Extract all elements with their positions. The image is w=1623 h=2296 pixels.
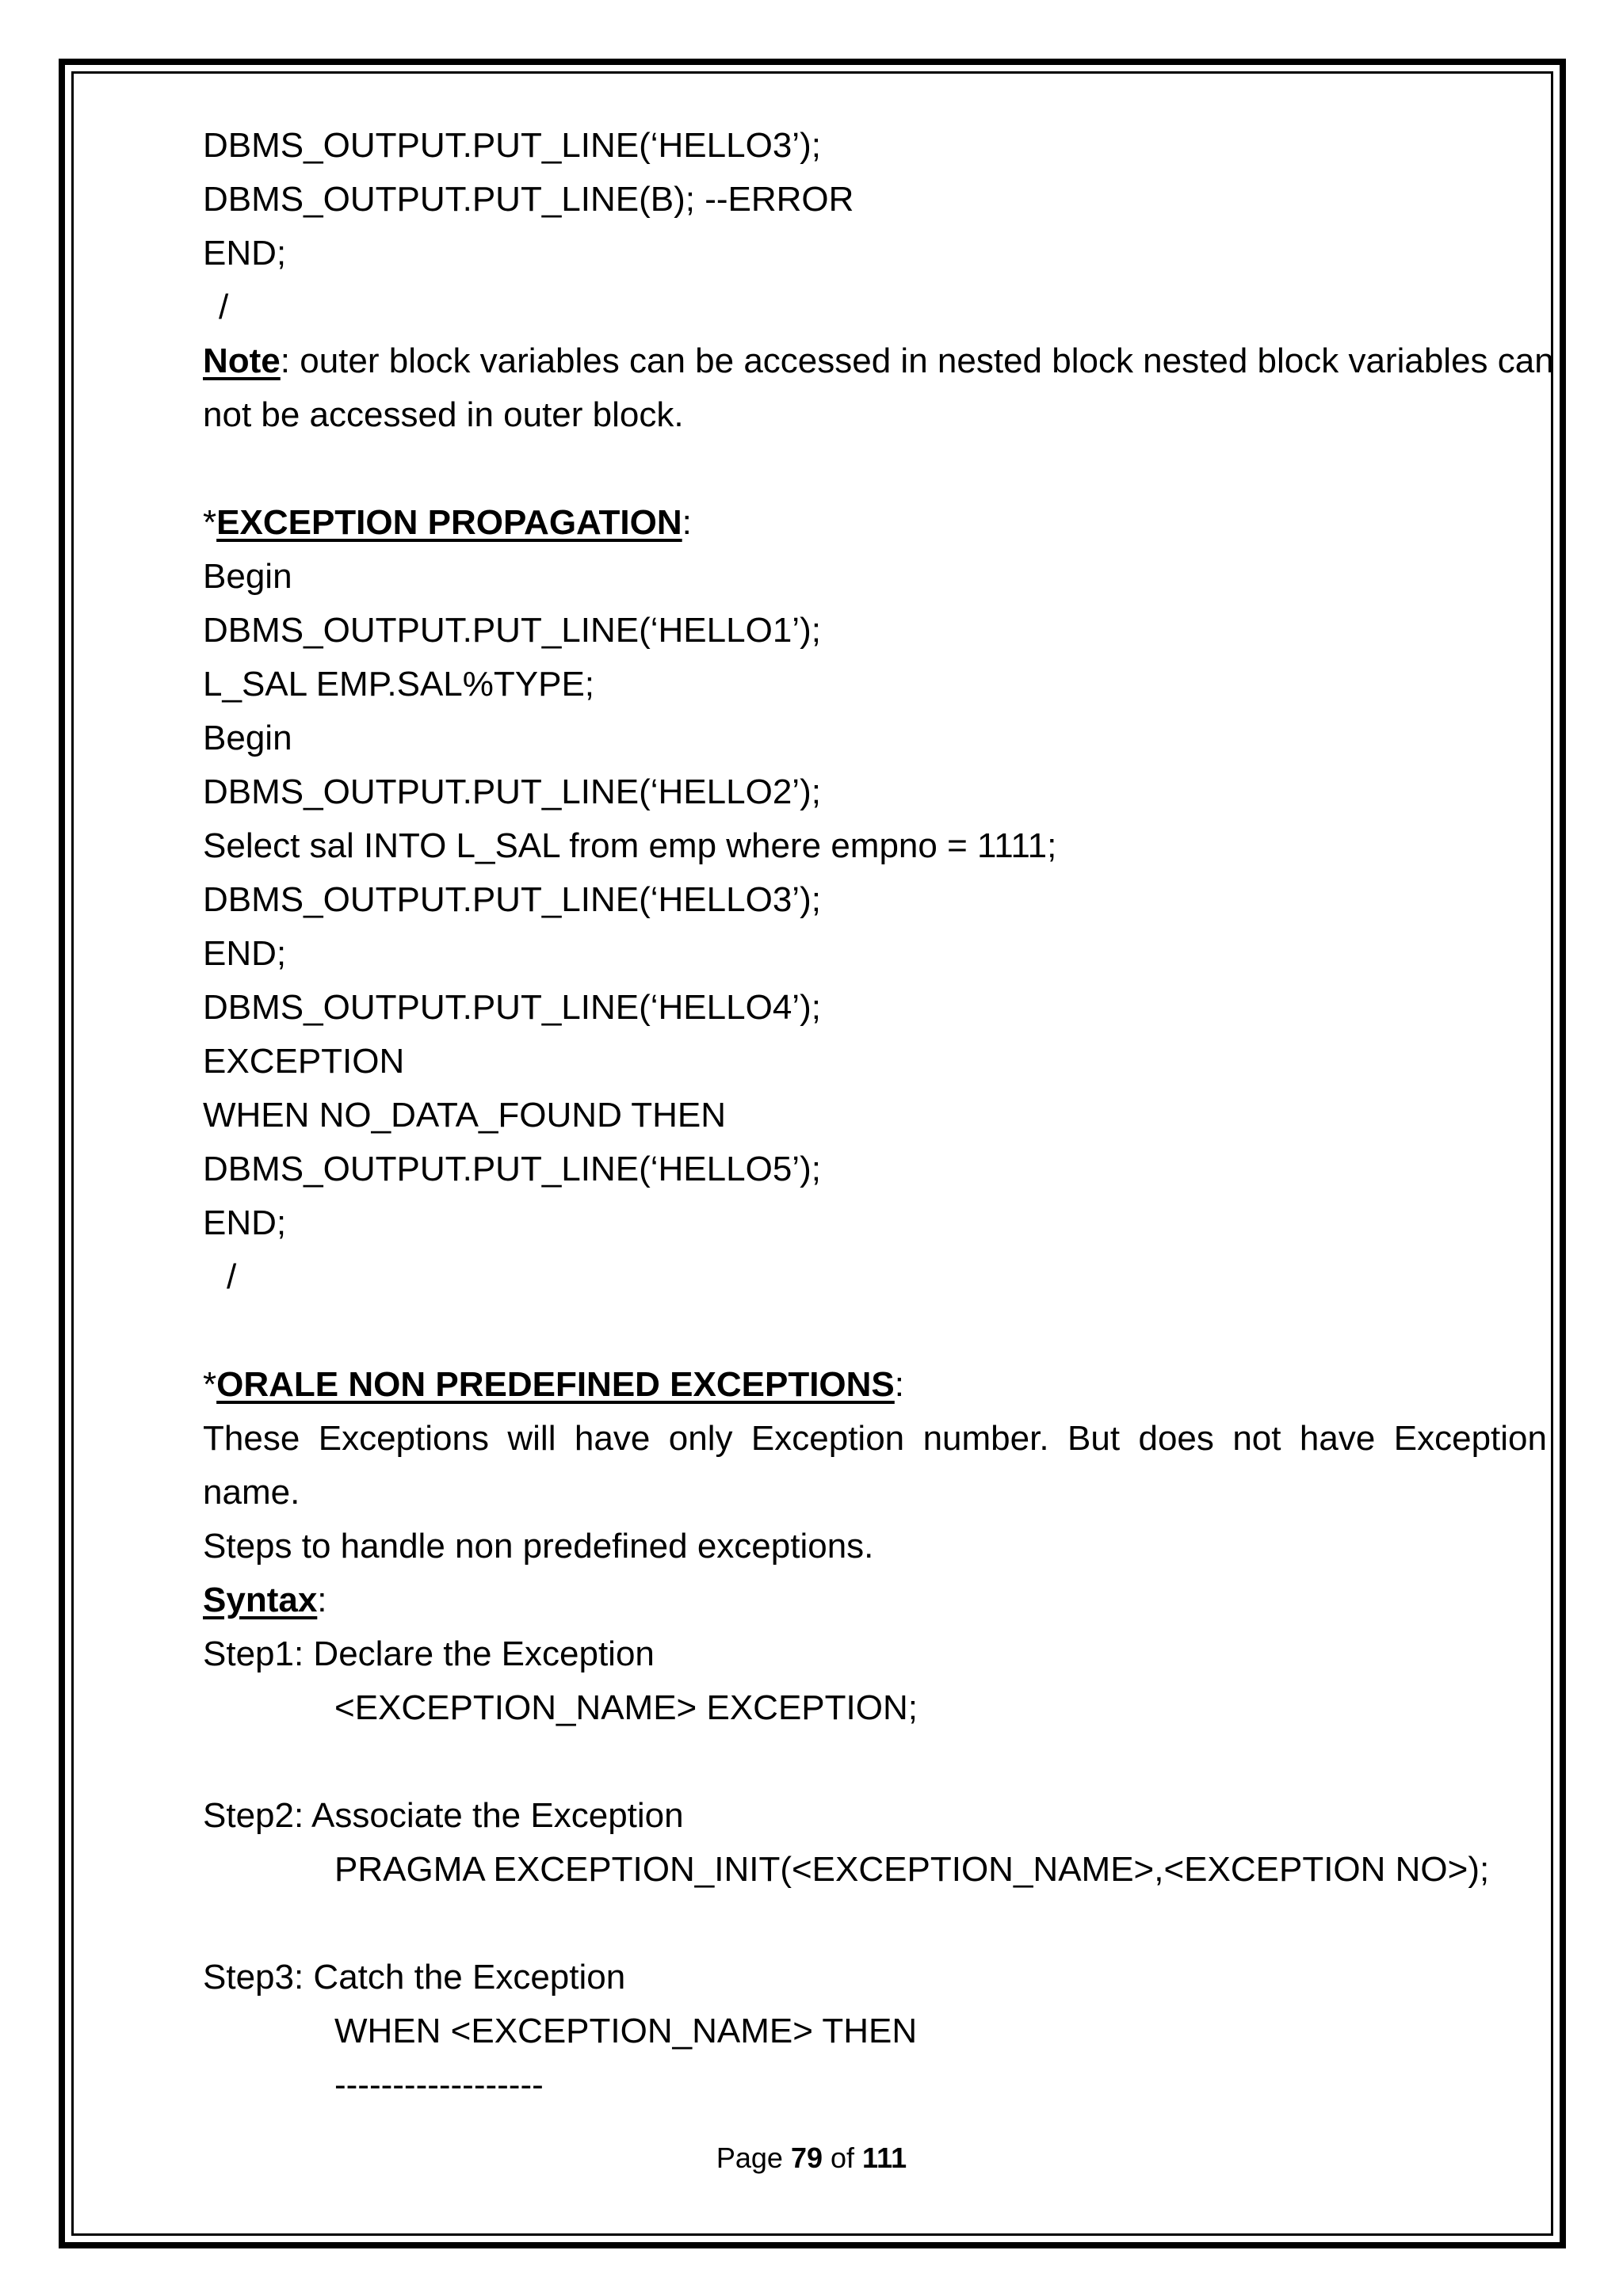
code-line: Select sal INTO L_SAL from emp where empno = 1111; [203,826,1057,865]
code-line: EXCEPTION [203,1042,405,1081]
syntax-heading: Syntax: [203,1581,327,1619]
code-line: Begin [203,557,292,596]
page-footer: Page 79 of 111 [716,2142,907,2174]
code-line: DBMS_OUTPUT.PUT_LINE(‘HELLO3’); [203,880,821,919]
step3-dashes: ------------------ [334,2065,544,2104]
note-line-1 [203,334,1554,388]
document-body [203,119,1554,2112]
step1-code: <EXCEPTION_NAME> EXCEPTION; [334,1688,918,1727]
code-line: DBMS_OUTPUT.PUT_LINE(‘HELLO4’); [203,988,821,1027]
note-line-2: not be accessed in outer block. [203,395,684,434]
code-line: END; [203,934,287,973]
code-line: END; [203,1203,287,1242]
code-line: DBMS_OUTPUT.PUT_LINE(‘HELLO2’); [203,772,821,811]
current-page-number: 79 [790,2142,823,2174]
step3-code: WHEN <EXCEPTION_NAME> THEN [334,2012,918,2050]
code-line: DBMS_OUTPUT.PUT_LINE(‘HELLO1’); [203,611,821,650]
code-line: L_SAL EMP.SAL%TYPE; [203,665,595,704]
heading-text: EXCEPTION PROPAGATION [216,503,682,542]
code-line: / [227,1257,237,1296]
heading-text: ORALE NON PREDEFINED EXCEPTIONS [216,1365,895,1404]
note-label: Note [203,341,281,380]
code-line: WHEN NO_DATA_FOUND THEN [203,1096,727,1135]
code-line: Begin [203,719,292,757]
step2-label: Step2: Associate the Exception [203,1796,684,1835]
code-line: END; [203,234,287,273]
code-line: / [219,288,229,326]
note-text: : outer block variables can be accessed in nested block nested block variables can [280,341,1554,380]
section-heading-non-predefined-exceptions: *ORALE NON PREDEFINED EXCEPTIONS: [203,1365,905,1404]
paragraph-line-1: These Exceptions will have only Exception number. But does not have Exception [203,1419,1547,1458]
code-line: DBMS_OUTPUT.PUT_LINE(‘HELLO3’); [203,126,821,165]
section-heading-exception-propagation: *EXCEPTION PROPAGATION: [203,503,692,542]
code-line: DBMS_OUTPUT.PUT_LINE(B); --ERROR [203,180,854,219]
step2-code: PRAGMA EXCEPTION_INIT(<EXCEPTION_NAME>,<EXCEPTION NO>); [334,1850,1490,1889]
steps-intro: Steps to handle non predefined exceptions. [203,1527,874,1566]
code-line: DBMS_OUTPUT.PUT_LINE(‘HELLO5’); [203,1150,821,1188]
total-pages: 111 [862,2142,907,2174]
paragraph-line-2: name. [203,1473,300,1512]
step1-label: Step1: Declare the Exception [203,1634,655,1673]
step3-label: Step3: Catch the Exception [203,1958,626,1997]
